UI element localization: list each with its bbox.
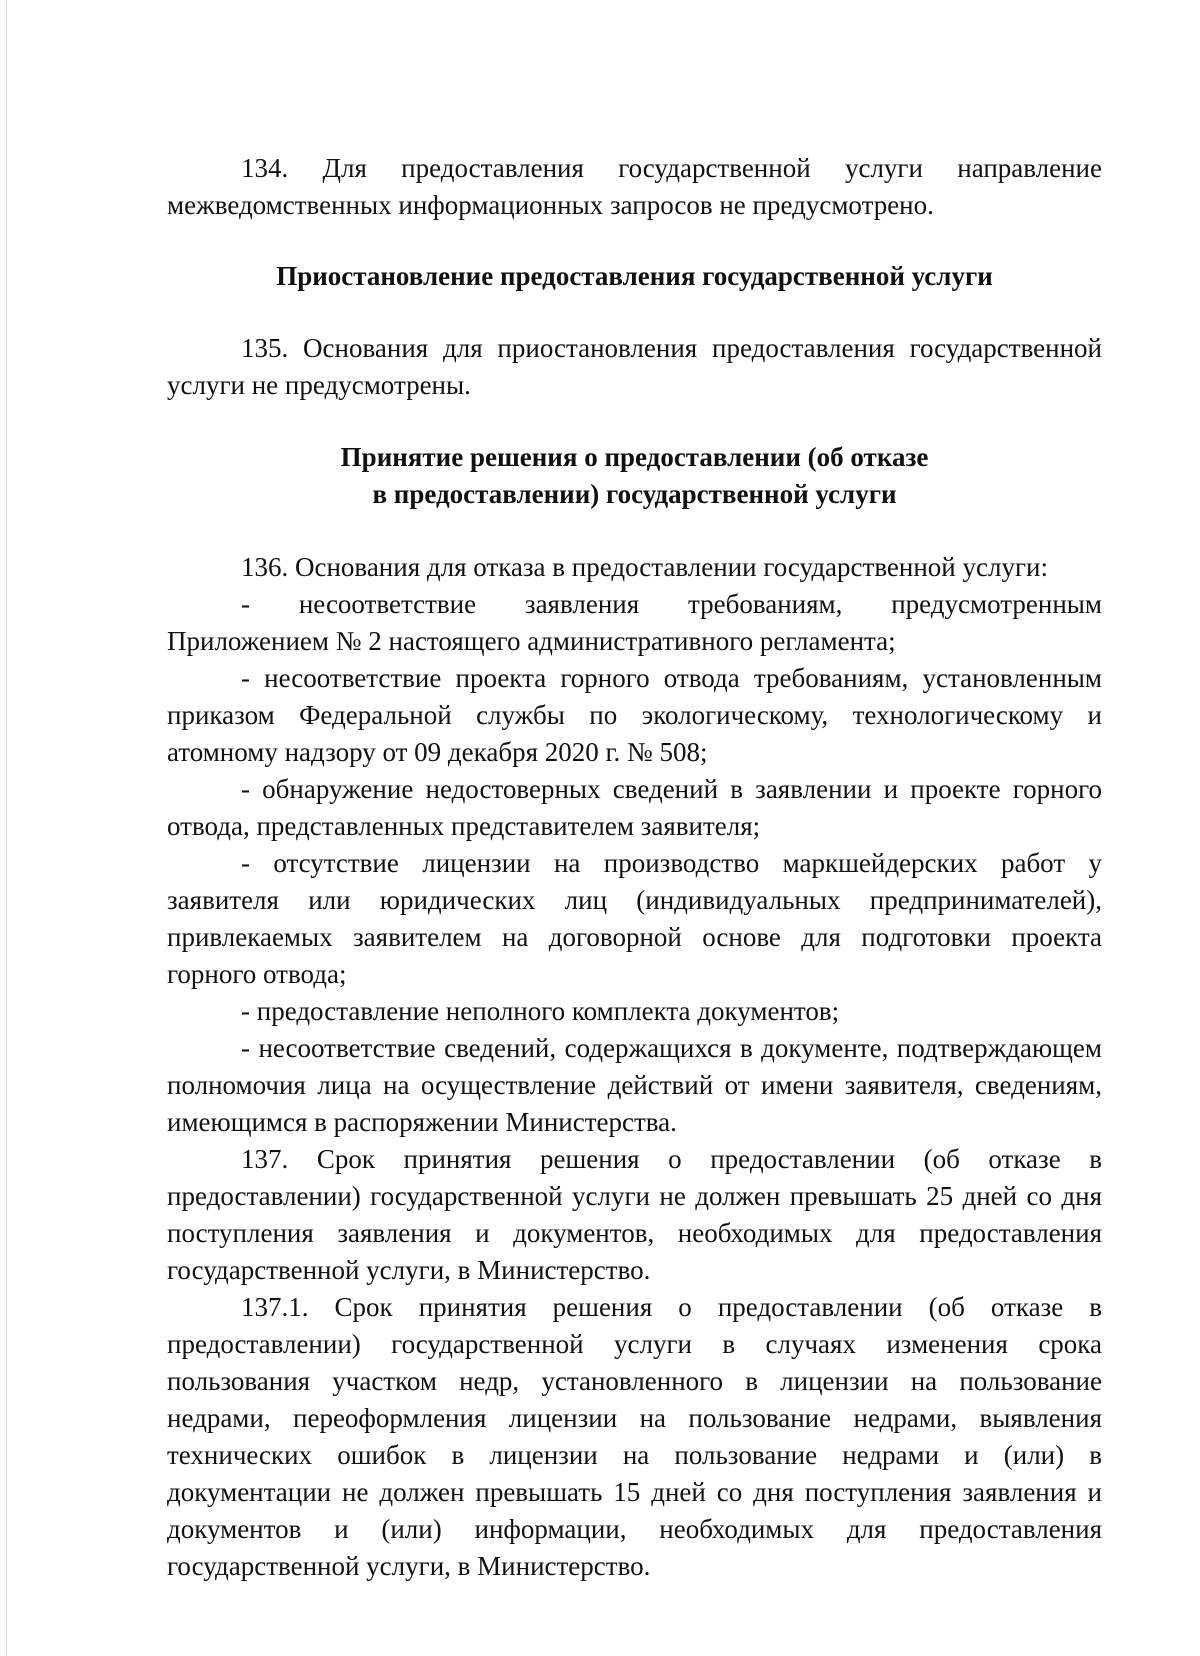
list-item: - предоставление неполного комплекта документов; xyxy=(241,996,840,1026)
paragraph-137: 137. Срок принятия решения о предоставлении (об отказе в предоставлении) государственной услуги не должен превышать 25 дней со дня поступления заявления и документов, необходимых для предоставления государственной услуги, в Министерство. xyxy=(167,1144,1102,1285)
list-item: - несоответствие проекта горного отвода требованиям, установленным приказом Федеральной службы по экологическому, технологическому и атомному надзору от 09 декабря 2020 г. № 508; xyxy=(167,663,1102,767)
list-item: - отсутствие лицензии на производство маркшейдерских работ у заявителя или юридических лиц (индивидуальных предпринимателей), привлекаемых заявителем на договорной основе для подготовки проекта горного отвода; xyxy=(167,848,1102,989)
paragraph-136: 136. Основания для отказа в предоставлении государственной услуги: xyxy=(241,552,1048,582)
list-item: - обнаружение недостоверных сведений в заявлении и проекте горного отвода, представленных представителем заявителя; xyxy=(167,774,1102,841)
paragraph-134: 134. Для предоставления государственной услуги направление межведомственных информационных запросов не предусмотрено. xyxy=(167,153,1102,220)
section-heading-suspension: Приостановление предоставления государственной услуги xyxy=(276,261,993,291)
paragraph-135: 135. Основания для приостановления предоставления государственной услуги не предусмотрены. xyxy=(167,333,1102,400)
list-item: - несоответствие сведений, содержащихся в документе, подтверждающем полномочия лица на осуществление действий от имени заявителя, сведениям, имеющимся в распоряжении Министерства. xyxy=(167,1033,1102,1137)
paragraph-137-1: 137.1. Срок принятия решения о предоставлении (об отказе в предоставлении) государственной услуги в случаях изменения срока пользования участком недр, установленного в лицензии на пользование недрами, переоформления лицензии на пользование недрами, выявления технических ошибок в лицензии на пользование недрами и (или) в документации не должен превышать 15 дней со дня поступления заявления и документов и (или) информации, необходимых для предоставления государственной услуги, в Министерство. xyxy=(167,1292,1102,1581)
section-heading-decision-line-2: в предоставлении) государственной услуги xyxy=(372,479,897,509)
section-heading-decision xyxy=(167,439,1102,513)
list-item: - несоответствие заявления требованиям, предусмотренным Приложением № 2 настоящего административного регламента; xyxy=(167,589,1102,656)
document-body xyxy=(167,150,1102,1585)
section-heading-decision-line-1: Принятие решения о предоставлении (об отказе xyxy=(340,442,929,472)
scan-edge-line xyxy=(6,0,7,1656)
